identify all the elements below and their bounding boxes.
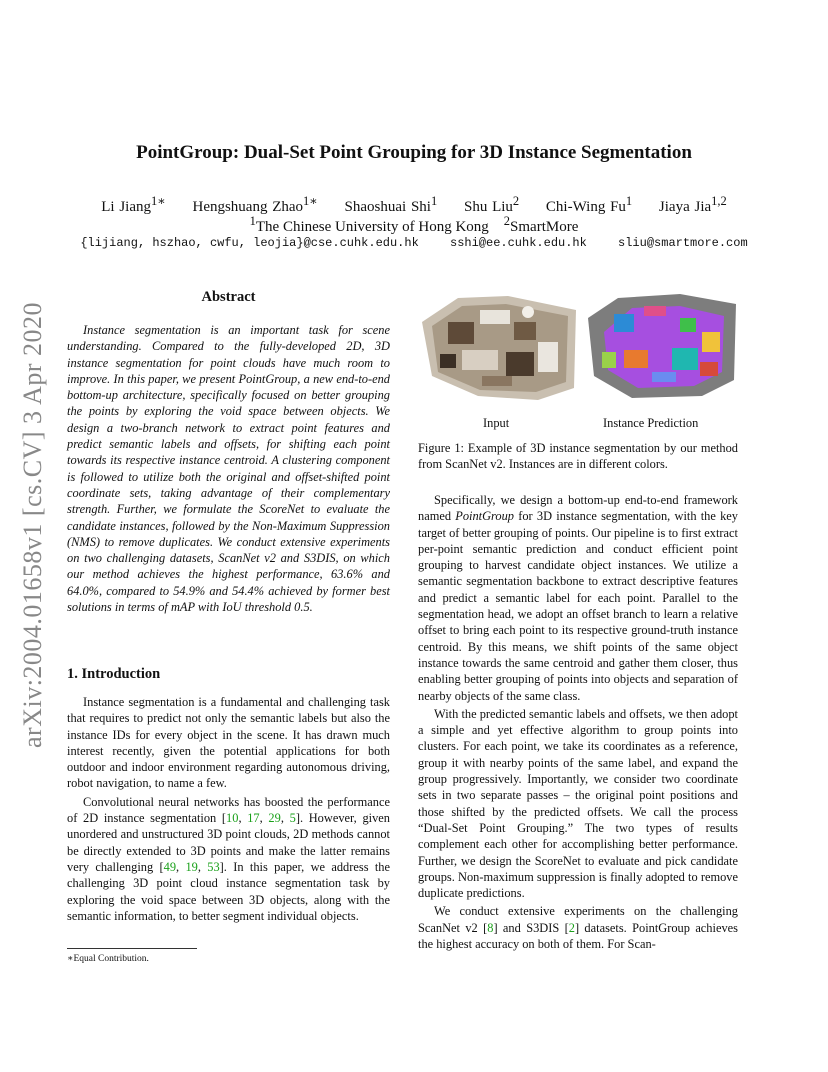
arxiv-watermark: arXiv:2004.01658v1 [cs.CV] 3 Apr 2020 bbox=[18, 301, 47, 748]
paragraph: Instance segmentation is a fundamental and challenging task that requires to predict not only the semantic labels but also the instance IDs for every object in the scene. It has drawn much interest recently, given the potential applications for both outdoor and indoor environment regarding autonomous driving, robot navigation, to name a few. bbox=[67, 695, 390, 791]
figure-caption: Figure 1: Example of 3D instance segmentation by our method from ScanNet v2. Instances are in different colors. bbox=[418, 441, 738, 472]
citation-link[interactable]: 8 bbox=[487, 920, 494, 935]
paragraph: Specifically, we design a bottom-up end-to-end framework named PointGroup for 3D instance segmentation, with the key target of better grouping of points. Our pipeline is to first extract per-point semantic prediction and conduct efficient point grouping to harvest candidate object instances. We utilize a semantic segmentation backbone to extract descriptive features and predict a semantic label for each point. Parallel to the segmentation head, we adopt an offset branch to learn a relative offset to bring each point to its respective ground-truth instance centroid. By this means, we shift points of the same object instance towards the same centroid and gather them closer, thus enabling better grouping of points into objects and separation of nearby objects of the same class. bbox=[418, 493, 738, 703]
author: Li Jiang$^{1∗}$ bbox=[101, 194, 166, 215]
section-heading: 1. Introduction bbox=[67, 666, 161, 682]
citation-link[interactable]: 2 bbox=[568, 920, 575, 935]
author: Hengshuang Zhao$^{1∗}$ bbox=[192, 194, 318, 215]
figure-label-input: Input bbox=[483, 416, 510, 430]
instance-prediction-image bbox=[588, 294, 736, 398]
right-body bbox=[418, 492, 738, 952]
citation-link[interactable]: 17 bbox=[247, 811, 260, 826]
paper-title: PointGroup: Dual-Set Point Grouping for 3D Instance Segmentation bbox=[136, 142, 692, 163]
figure-label-prediction: Instance Prediction bbox=[603, 416, 699, 430]
citation-link[interactable]: 19 bbox=[185, 859, 198, 874]
email: sshi@ee.cuhk.edu.hk bbox=[450, 236, 587, 250]
citation-link[interactable]: 53 bbox=[207, 859, 220, 874]
footnote-rule bbox=[67, 948, 197, 949]
paragraph: We conduct extensive experiments on the challenging ScanNet v2 [8] and S3DIS [2] datasets. PointGroup achieves the highest accuracy on both of them. For Scan- bbox=[418, 904, 738, 952]
abstract-text: Instance segmentation is an important task for scene understanding. Compared to the fully-developed 2D, 3D instance segmentation for point clouds have much room to improve. In this paper, we present PointGroup, a new end-to-end bottom-up architecture, specifically focused on better grouping the points by exploring the void space between objects. We design a two-branch network to extract point features and predict semantic labels and offsets, for shifting each point towards its respective instance centroid. A clustering component is followed to utilize both the original and offset-shifted point coordinate sets, taking advantage of their complementary strength. Further, we formulate the ScoreNet to evaluate the candidate instances, followed by the Non-Maximum Suppression (NMS) to remove duplicates. We conduct extensive experiments on two challenging datasets, ScanNet v2 and S3DIS, on which our method achieves the highest performance, 63.6% and 64.0%, compared to 54.9% and 54.4% achieved by former best solutions in terms of mAP with IoU threshold 0.5. bbox=[67, 323, 390, 615]
email-list bbox=[0, 236, 828, 250]
paragraph: Convolutional neural networks has boosted the performance of 2D instance segmentation [10, 17, 29, 5]. However, given unordered and unstructured 3D point clouds, 2D methods cannot be directly extended to 3D points and make the latter remains very challenging [49, 19, 53]. In this paper, we address the challenging 3D point cloud instance segmentation task by exploring the void space between 3D objects, along with the semantic information, to better segment individual objects. bbox=[67, 794, 390, 923]
paragraph: With the predicted semantic labels and offsets, we then adopt a simple and yet effective algorithm to group points into clusters. For each point, we take its coordinates as a reference, group it with nearby points of the same label, and expand the group progressively. Importantly, we consider two coordinate sets in two separate passes – the original point positions and those shifted by the predicted offsets. We call the process “Dual-Set Point Grouping.” The two types of results complement each other for accomplishing better performance. Further, we design the ScoreNet to evaluate and pick candidate groups. Non-maximum suppression is finally adopted to remove duplicate predictions. bbox=[418, 706, 738, 901]
author-list bbox=[0, 193, 828, 216]
figure-1 bbox=[418, 292, 738, 404]
footnote: ∗Equal Contribution. bbox=[67, 954, 149, 964]
author: Chi-Wing Fu$^1$ bbox=[545, 194, 633, 215]
citation-link[interactable]: 5 bbox=[289, 811, 296, 826]
author: Shaoshuai Shi$^1$ bbox=[344, 194, 438, 215]
affiliations: $^1$The Chinese University of Hong Kong $^2$SmartMore bbox=[249, 214, 579, 235]
author: Shu Liu$^2$ bbox=[463, 194, 520, 215]
citation-link[interactable]: 29 bbox=[268, 811, 281, 826]
citation-link[interactable]: 49 bbox=[163, 859, 177, 874]
email: {lijiang, hszhao, cwfu, leojia}@cse.cuhk.edu.hk bbox=[80, 236, 419, 250]
citation-link[interactable]: 10 bbox=[226, 811, 239, 826]
intro-body bbox=[67, 694, 390, 924]
input-pointcloud-image bbox=[422, 296, 576, 400]
author: Jiaya Jia$^{1,2}$ bbox=[658, 194, 727, 215]
abstract-heading: Abstract bbox=[201, 289, 256, 305]
email: sliu@smartmore.com bbox=[618, 236, 748, 250]
